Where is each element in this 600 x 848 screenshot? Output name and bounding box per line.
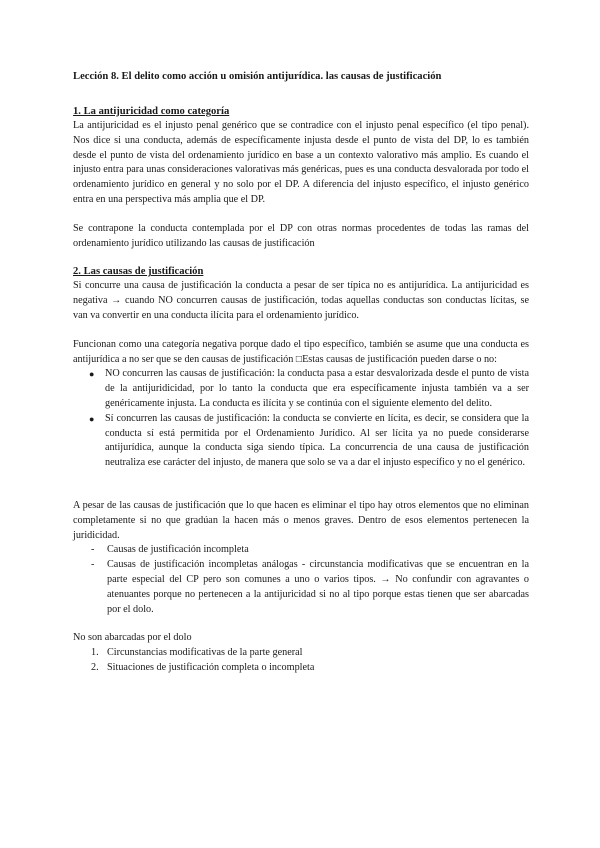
spacer — [73, 617, 529, 631]
section-1-paragraph-2: Se contrapone la conducta contemplada por el DP con otras normas procedentes de todas las ramas del ordenamiento jurídico utilizando las causas de justificación — [73, 222, 529, 249]
item-text: Situaciones de justificación completa o incompleta — [107, 661, 315, 673]
bullet-item — [91, 412, 529, 471]
numbered-item — [91, 661, 529, 676]
bullet-item — [91, 367, 529, 411]
numbered-list — [73, 646, 529, 676]
dash-marker: - — [91, 559, 95, 571]
dash-list — [73, 543, 529, 617]
section-1-heading: 1. La antijuricidad como categoría — [73, 106, 230, 117]
spacer — [73, 251, 529, 265]
section-2-heading: 2. Las causas de justificación — [73, 266, 204, 278]
bullet-text: NO concurren las causas de justificación: la conducta pasa a estar desvalorizada desde el punto de vista de la antijuridicidad, por lo tanto la conducta que era específicamente injusta también va a ser genéricamente injusta. La conducta es ilícita y se continúa con el siguiente elemento del delito. — [105, 368, 529, 409]
bullet-icon: ● — [89, 413, 95, 424]
dash-item — [91, 543, 529, 558]
document-page — [73, 70, 529, 676]
section-2-paragraph-1: Si concurre una causa de justificación la conducta a pesar de ser típica no es antijurídica. La antijuricidad es negativa → cuando NO concurren causas de justificación, todas aquellas conductas son conductas lícitas, se van va convertir en una conducta ilícita para el ordenamiento jurídico. — [73, 280, 529, 321]
section-2-paragraph-4: No son abarcadas por el dolo — [73, 632, 192, 644]
item-number: 2. — [91, 661, 99, 673]
spacer — [73, 324, 529, 338]
section-2-paragraph-3: A pesar de las causas de justificación que lo que hacen es eliminar el tipo hay otros elementos que no eliminan completamente si no que gradúan la hacen más o menos graves. Dentro de esos elementos pertenecen la juridicidad. — [73, 499, 529, 541]
item-number: 1. — [91, 647, 99, 659]
dash-marker: - — [91, 544, 95, 556]
dash-item — [91, 558, 529, 617]
spacer — [73, 471, 529, 499]
section-1-paragraph-1: La antijuricidad es el injusto penal genérico que se contradice con el injusto penal específico (el tipo penal). Nos dice si una conducta, además de específicamente injusta desde el punto de vista del DP, lo es también desde el punto de vista del ordenamiento jurídico en base a un contexto valorativo más amplio. Es cuando el injusto entra para unas consideraciones valorativas más genéricas, pues es una conducta desvalorada por todo el ordenamiento jurídico en general y no solo por el DP. A diferencia del injusto específico, el injusto genérico entra en una perspectiva más amplia que el DP. — [73, 120, 530, 205]
bullet-text: Sí concurren las causas de justificación: la conducta se convierte en lícita, es decir, se considera que la conducta sí está permitida por el Ordenamiento Jurídico. Al ser lícita ya no puede considerarse antijurídica, aunque la conducta siga siendo típica. La concurrencia de una causa de justificación neutraliza ese carácter del injusto, de manera que solo se va a dar el injusto específico y no el genérico. — [105, 412, 529, 469]
bullet-icon: ● — [89, 369, 95, 380]
numbered-item — [91, 646, 529, 661]
dash-text: Causas de justificación incompleta — [107, 544, 249, 556]
bullet-list — [73, 367, 529, 471]
section-2-paragraph-2: Funcionan como una categoría negativa porque dado el tipo específico, también se asume que una conducta es antijurídica a no ser que se den causas de justificación □Estas causas de justificación pueden darse o no: — [73, 338, 529, 365]
spacer — [73, 208, 529, 222]
dash-text: Causas de justificación incompletas análogas - circunstancia modificativas que se encuentran en la parte especial del CP pero son comunes a uno o varios tipos. → No confundir con agravantes o atenuantes porque no pertenecen a la antijuricidad si no al tipo porque estas tienen que ser abarcadas por el dolo. — [107, 559, 529, 615]
item-text: Circunstancias modificativas de la parte general — [107, 647, 303, 659]
document-title: Lección 8. El delito como acción u omisión antijurídica. las causas de justificación — [73, 71, 442, 82]
